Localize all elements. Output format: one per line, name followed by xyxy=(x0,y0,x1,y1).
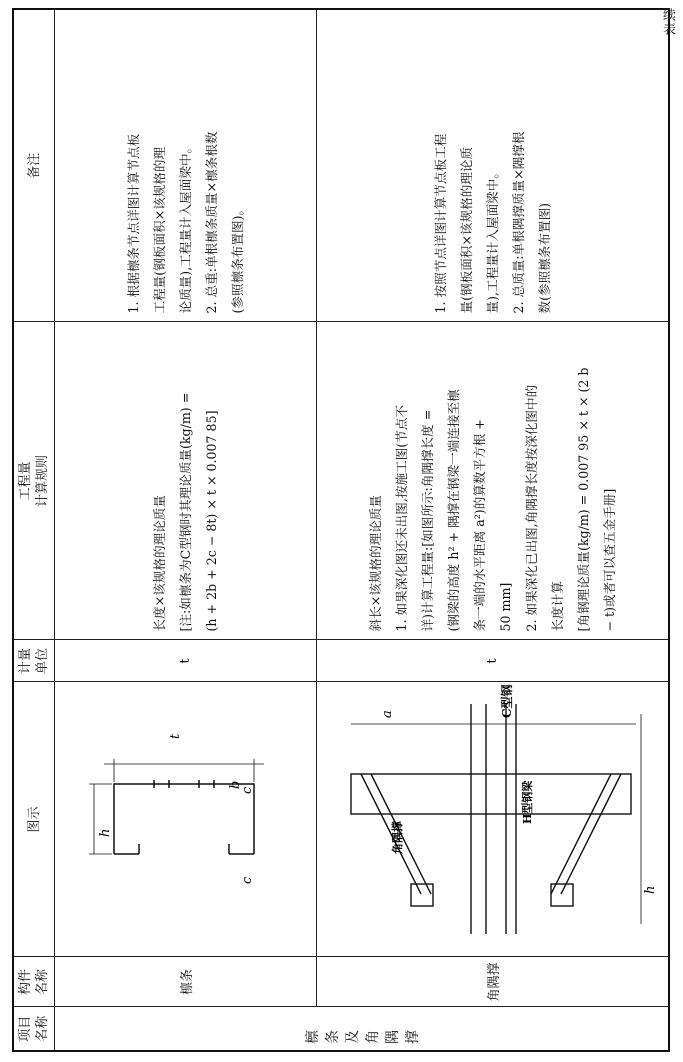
header-unit: 计量 单位 xyxy=(13,640,55,682)
header-project-name: 项目 名称 xyxy=(13,1007,55,1051)
project-name-cell: 檩条及角隅撑 xyxy=(55,1007,670,1051)
label-purlin: C型钢檩条 xyxy=(499,684,514,719)
label-b: b xyxy=(227,781,243,790)
c-section-web xyxy=(114,785,254,855)
header-row xyxy=(13,9,55,1051)
label-h2: h xyxy=(642,886,658,895)
label-h: h xyxy=(97,829,113,838)
figure-purlin-cell xyxy=(55,682,317,957)
continued-label: 续表 xyxy=(660,8,675,36)
notes-brace: 1. 按照节点详图计算节点板工程 量(钢板面积×该规格的理论质 量),工程量计入屋面梁中。 2. 总质量:单根隅撑质量×隅撑根 数(参照檩条布置图) xyxy=(317,9,670,322)
header-figure: 图示 xyxy=(13,682,55,957)
beam-web-plate xyxy=(351,775,631,815)
c-section-diagram xyxy=(69,690,299,950)
rotated-table-wrapper xyxy=(12,10,670,1052)
corner-brace-diagram xyxy=(321,685,661,955)
rules-brace: 斜长×该规格的理论质量 1. 如果深化图还未出图,按施工图(节点不 详)计算工程量:[如图所示:角隅撑长度 = (钢梁的高度 h² + 隅撑在钢梁一端连接至檩 条一端的水平距离 a²)的算数平方根 + 50 mm] 2. 如果深化已出图,角隅撑长度按深化图中的 长度计算 [角钢理论质量(kg/m) = 0.007 95 × t × (2 b − t)或者可以查五金手册] xyxy=(317,322,670,640)
table-row xyxy=(55,9,317,1051)
quantity-rules-table xyxy=(12,8,670,1052)
header-rules: 工程量 计算规则 xyxy=(13,322,55,640)
brace-lower xyxy=(561,775,621,895)
unit-brace: t xyxy=(317,640,670,682)
label-brace: 角隅撑 xyxy=(390,821,404,855)
header-notes: 备注 xyxy=(13,9,55,322)
label-a: a xyxy=(379,710,395,719)
label-beam: H型钢梁 xyxy=(520,781,534,825)
label-t: t xyxy=(167,734,183,740)
member-name-purlin: 檩条 xyxy=(55,957,317,1007)
notes-purlin: 1. 根据檩条节点详图计算节点板 工程量(钢板面积×该规格的理 论质量),工程量计入屋面梁中。 2. 总重:单根檩条质量×檩条根数 (参照檩条布置图)。 xyxy=(55,9,317,322)
unit-purlin: t xyxy=(55,640,317,682)
header-member-name: 构件 名称 xyxy=(13,957,55,1007)
member-name-brace: 角隅撑 xyxy=(317,957,670,1007)
label-c1: c xyxy=(239,877,255,885)
rules-purlin: 长度×该规格的理论质量 [注:如檩条为C型钢时其理论质量(kg/m) = (h + 2b + 2c − 8t) × t × 0.007 85] xyxy=(55,322,317,640)
table-row xyxy=(317,9,670,1051)
label-c2: c xyxy=(239,787,255,795)
figure-brace-cell xyxy=(317,682,670,957)
